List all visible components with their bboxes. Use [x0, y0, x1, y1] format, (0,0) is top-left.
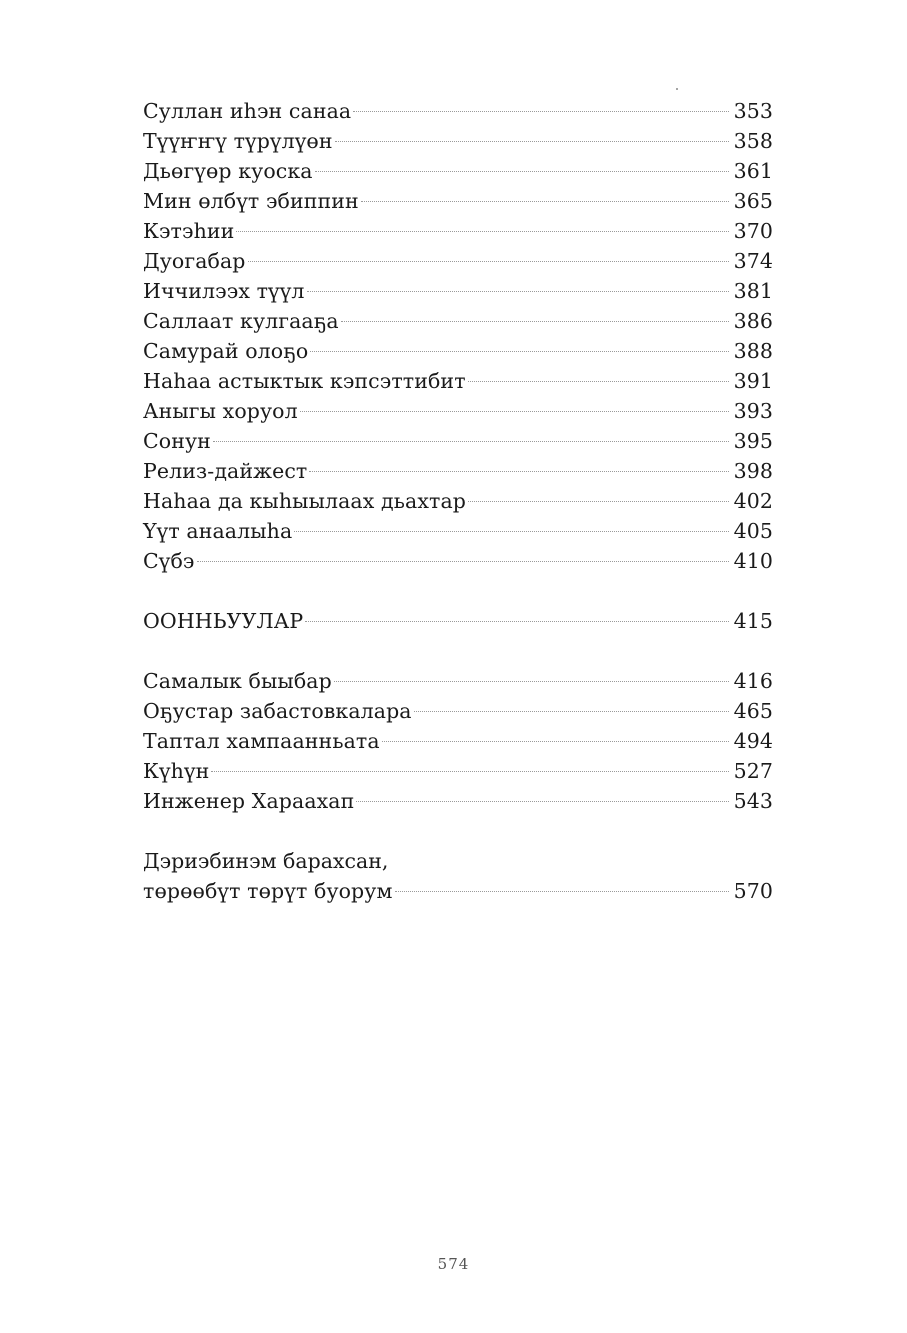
- toc-entry: [143, 186, 773, 216]
- toc-entry: [143, 126, 773, 156]
- toc-entry-page: 465: [733, 699, 773, 723]
- toc-entry-title: Наhаа астыктык кэпсэттибит: [143, 369, 466, 393]
- toc-entry-page: 402: [733, 489, 773, 513]
- toc-entry-page: 381: [733, 279, 773, 303]
- toc-entry-page: 374: [733, 249, 773, 273]
- toc-entry-title: Үүт анаалыhа: [143, 519, 293, 543]
- toc-entry: [143, 426, 773, 456]
- toc-entry: [143, 516, 773, 546]
- toc-entry-title: Самалык быыбар: [143, 669, 332, 693]
- dot-leader: [248, 261, 729, 262]
- toc-entry: [143, 726, 773, 756]
- dot-leader: [310, 351, 729, 352]
- dot-leader: [236, 231, 729, 232]
- toc-entry-title: Самурай олоҕо: [143, 339, 309, 363]
- dot-leader: [468, 381, 729, 382]
- toc-section-heading: [143, 606, 773, 636]
- toc-entry-page: 543: [733, 789, 773, 813]
- section-gap: [143, 636, 773, 666]
- dot-leader: [341, 321, 729, 322]
- toc-entry: [143, 696, 773, 726]
- toc-section-title: ООННЬУУЛАР: [143, 609, 304, 633]
- toc-entry-title: Дуогабар: [143, 249, 246, 273]
- toc-entry: [143, 306, 773, 336]
- toc-entry-title: Сүбэ: [143, 549, 195, 573]
- toc-entry-page: 395: [733, 429, 773, 453]
- toc-entry-page: 358: [733, 129, 773, 153]
- toc-entry-page: 386: [733, 309, 773, 333]
- toc-entry-title: Аныгы хоруол: [143, 399, 298, 423]
- toc-entry-title: Кэтэhии: [143, 219, 235, 243]
- dot-leader: [300, 411, 729, 412]
- toc-entry-page: 365: [733, 189, 773, 213]
- dot-leader: [309, 471, 729, 472]
- toc-section-page: 415: [733, 609, 773, 633]
- toc-entry-title: Сонун: [143, 429, 211, 453]
- toc-entry-page: 405: [733, 519, 773, 543]
- section-gap: [143, 816, 773, 846]
- toc-entry: [143, 366, 773, 396]
- toc-entry: [143, 216, 773, 246]
- toc-entry: [143, 486, 773, 516]
- dot-leader: [353, 111, 729, 112]
- toc-final-entry: [143, 876, 773, 906]
- toc-group-plays: [143, 666, 773, 816]
- section-gap: [143, 576, 773, 606]
- toc-entry-title: Түүҥҥү түрүлүөн: [143, 129, 333, 153]
- toc-final-title-line2: төрөөбүт төрүт буорум: [143, 879, 393, 903]
- toc-entry-title: Наhаа да кыhыылаах дьахтар: [143, 489, 466, 513]
- toc-entry: [143, 336, 773, 366]
- toc-entry: [143, 156, 773, 186]
- toc-entry: [143, 96, 773, 126]
- toc-entry-title: Күhүн: [143, 759, 210, 783]
- toc-entry-page: 527: [733, 759, 773, 783]
- table-of-contents: [143, 96, 773, 906]
- toc-entry-title: Таптал хампаанньата: [143, 729, 380, 753]
- toc-entry-page: 391: [733, 369, 773, 393]
- toc-entry: [143, 396, 773, 426]
- toc-entry-title: Дьөгүөр куоска: [143, 159, 313, 183]
- dot-leader: [213, 441, 729, 442]
- toc-entry: [143, 456, 773, 486]
- dot-leader: [294, 531, 729, 532]
- toc-entry-title: Иччилээх түүл: [143, 279, 305, 303]
- dot-leader: [211, 771, 729, 772]
- page-number: 574: [437, 1255, 470, 1273]
- toc-entry-title: Оҕустар забастовкалара: [143, 699, 412, 723]
- toc-entry: [143, 786, 773, 816]
- toc-entry: [143, 246, 773, 276]
- toc-entry-title: Саллаат кулгааҕа: [143, 309, 339, 333]
- toc-entry-page: 353: [733, 99, 773, 123]
- dot-leader: [335, 141, 729, 142]
- toc-entry-page: 393: [733, 399, 773, 423]
- toc-entry-page: 370: [733, 219, 773, 243]
- toc-entry: [143, 756, 773, 786]
- toc-group-stories: [143, 96, 773, 576]
- toc-entry-title: Мин өлбүт эбиппин: [143, 189, 359, 213]
- dot-leader: [414, 711, 729, 712]
- dot-leader: [361, 201, 729, 202]
- toc-entry-title: Суллан иhэн санаа: [143, 99, 352, 123]
- toc-entry: [143, 546, 773, 576]
- scan-speck: [676, 88, 678, 90]
- dot-leader: [382, 741, 729, 742]
- toc-final-page: 570: [733, 879, 773, 903]
- toc-entry-page: 361: [733, 159, 773, 183]
- toc-entry-page: 398: [733, 459, 773, 483]
- toc-entry-page: 388: [733, 339, 773, 363]
- toc-entry: [143, 276, 773, 306]
- dot-leader: [307, 291, 729, 292]
- dot-leader: [197, 561, 730, 562]
- toc-entry-page: 410: [733, 549, 773, 573]
- dot-leader: [315, 171, 729, 172]
- dot-leader: [395, 891, 730, 892]
- dot-leader: [356, 801, 729, 802]
- toc-entry-title: Релиз-дайжест: [143, 459, 308, 483]
- toc-entry-page: 494: [733, 729, 773, 753]
- dot-leader: [305, 621, 729, 622]
- toc-final-title-line1: Дэриэбинэм барахсан,: [143, 849, 389, 873]
- toc-entry-title: Инженер Хараахап: [143, 789, 355, 813]
- dot-leader: [468, 501, 729, 502]
- toc-entry: [143, 666, 773, 696]
- dot-leader: [334, 681, 729, 682]
- toc-entry-page: 416: [733, 669, 773, 693]
